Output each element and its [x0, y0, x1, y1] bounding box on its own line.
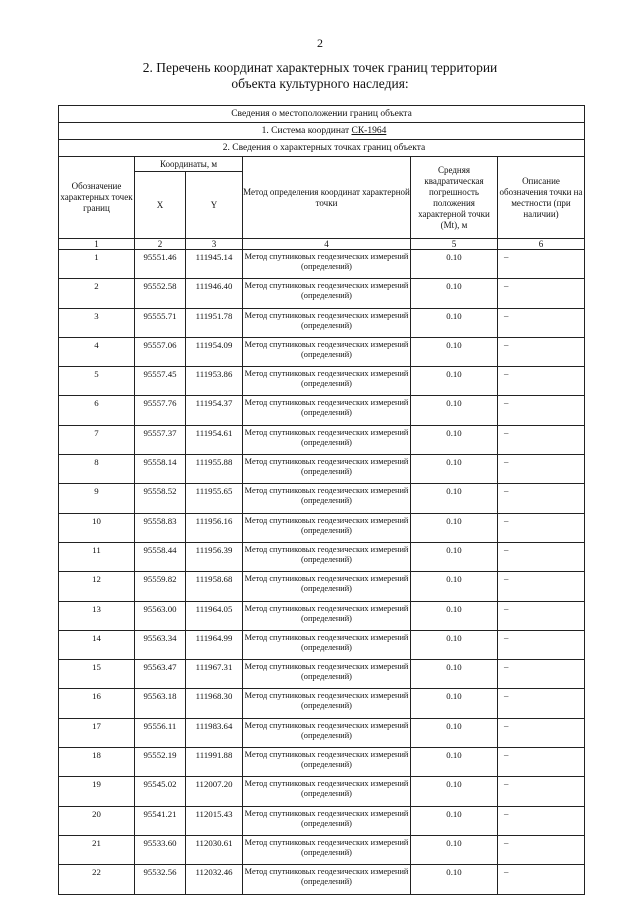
- accuracy-cell: 0.10: [411, 337, 498, 366]
- coord-x: 95563.18: [135, 689, 186, 718]
- coord-x: 95532.56: [135, 865, 186, 894]
- description-cell: –: [498, 865, 585, 894]
- method-cell: Метод спутниковых геодезических измерений (определений): [243, 455, 411, 484]
- accuracy-cell: 0.10: [411, 601, 498, 630]
- col-y-header: Y: [186, 172, 243, 239]
- point-number: 22: [59, 865, 135, 894]
- points-header: 2. Сведения о характерных точках границ объекта: [59, 140, 585, 157]
- accuracy-cell: 0.10: [411, 396, 498, 425]
- col-method-header: Метод определения координат характерной точки: [243, 157, 411, 239]
- method-cell: Метод спутниковых геодезических измерений (определений): [243, 806, 411, 835]
- description-cell: –: [498, 630, 585, 659]
- method-cell: Метод спутниковых геодезических измерений (определений): [243, 689, 411, 718]
- method-cell: Метод спутниковых геодезических измерений (определений): [243, 601, 411, 630]
- point-number: 8: [59, 455, 135, 484]
- coord-y: 111958.68: [186, 572, 243, 601]
- table-row: [59, 337, 585, 366]
- description-cell: –: [498, 337, 585, 366]
- coordinate-system-line: [59, 123, 585, 140]
- point-number: 7: [59, 425, 135, 454]
- method-cell: Метод спутниковых геодезических измерений (определений): [243, 279, 411, 308]
- column-number: 3: [186, 239, 243, 250]
- coord-y: 111955.65: [186, 484, 243, 513]
- coord-x: 95558.44: [135, 542, 186, 571]
- coord-y: 111964.05: [186, 601, 243, 630]
- point-number: 3: [59, 308, 135, 337]
- coord-y: 112015.43: [186, 806, 243, 835]
- description-cell: –: [498, 425, 585, 454]
- point-number: 12: [59, 572, 135, 601]
- coord-x: 95545.02: [135, 777, 186, 806]
- description-cell: –: [498, 777, 585, 806]
- table-row: [59, 630, 585, 659]
- coord-x: 95533.60: [135, 835, 186, 864]
- coord-y: 111968.30: [186, 689, 243, 718]
- coord-y: 111983.64: [186, 718, 243, 747]
- coord-y: 111953.86: [186, 367, 243, 396]
- page-number: 2: [317, 36, 323, 50]
- column-number: 4: [243, 239, 411, 250]
- description-cell: –: [498, 806, 585, 835]
- column-number: 1: [59, 239, 135, 250]
- description-cell: –: [498, 308, 585, 337]
- table-row: [59, 455, 585, 484]
- method-cell: Метод спутниковых геодезических измерений (определений): [243, 660, 411, 689]
- col-accuracy-header: Средняя квадратическая погрешность положения характерной точки (Mt), м: [411, 157, 498, 239]
- table-row: [59, 865, 585, 894]
- coord-x: 95563.00: [135, 601, 186, 630]
- title-line-2: объекта культурного наследия:: [231, 76, 409, 91]
- table-row: [59, 250, 585, 279]
- point-number: 14: [59, 630, 135, 659]
- coord-y: 111991.88: [186, 748, 243, 777]
- coord-x: 95563.47: [135, 660, 186, 689]
- description-cell: –: [498, 572, 585, 601]
- method-cell: Метод спутниковых геодезических измерений (определений): [243, 865, 411, 894]
- point-number: 18: [59, 748, 135, 777]
- table-row: [59, 396, 585, 425]
- accuracy-cell: 0.10: [411, 455, 498, 484]
- title-line-1: 2. Перечень координат характерных точек границ территории: [142, 60, 498, 75]
- coord-x: 95556.11: [135, 718, 186, 747]
- method-cell: Метод спутниковых геодезических измерений (определений): [243, 250, 411, 279]
- point-number: 9: [59, 484, 135, 513]
- description-cell: –: [498, 689, 585, 718]
- coord-y: 112007.20: [186, 777, 243, 806]
- coordinate-system-label: 1. Система координат: [261, 126, 352, 136]
- table-row: [59, 777, 585, 806]
- point-number: 21: [59, 835, 135, 864]
- method-cell: Метод спутниковых геодезических измерений (определений): [243, 367, 411, 396]
- method-cell: Метод спутниковых геодезических измерений (определений): [243, 484, 411, 513]
- method-cell: Метод спутниковых геодезических измерений (определений): [243, 718, 411, 747]
- accuracy-cell: 0.10: [411, 660, 498, 689]
- document-title: [110, 60, 530, 92]
- coord-x: 95552.19: [135, 748, 186, 777]
- table-row: [59, 279, 585, 308]
- coord-y: 111955.88: [186, 455, 243, 484]
- column-number: 2: [135, 239, 186, 250]
- table-row: [59, 542, 585, 571]
- coord-y: 111964.99: [186, 630, 243, 659]
- accuracy-cell: 0.10: [411, 513, 498, 542]
- table-row: [59, 572, 585, 601]
- table-row: [59, 748, 585, 777]
- point-number: 4: [59, 337, 135, 366]
- table-row: [59, 601, 585, 630]
- col-description-header: Описание обозначения точки на местности (при наличии): [498, 157, 585, 239]
- accuracy-cell: 0.10: [411, 777, 498, 806]
- description-cell: –: [498, 542, 585, 571]
- table-row: [59, 513, 585, 542]
- accuracy-cell: 0.10: [411, 572, 498, 601]
- coord-y: 111956.39: [186, 542, 243, 571]
- description-cell: –: [498, 367, 585, 396]
- coord-y: 112030.61: [186, 835, 243, 864]
- table-row: [59, 660, 585, 689]
- coordinate-system-value: СК-1964: [351, 126, 387, 136]
- point-number: 5: [59, 367, 135, 396]
- description-cell: –: [498, 279, 585, 308]
- table-row: [59, 484, 585, 513]
- coord-x: 95558.14: [135, 455, 186, 484]
- coord-y: 111951.78: [186, 308, 243, 337]
- table-row: [59, 689, 585, 718]
- method-cell: Метод спутниковых геодезических измерений (определений): [243, 572, 411, 601]
- accuracy-cell: 0.10: [411, 425, 498, 454]
- column-number: 5: [411, 239, 498, 250]
- table-row: [59, 367, 585, 396]
- accuracy-cell: 0.10: [411, 806, 498, 835]
- coord-x: 95557.37: [135, 425, 186, 454]
- point-number: 20: [59, 806, 135, 835]
- table-row: [59, 806, 585, 835]
- coord-y: 111945.14: [186, 250, 243, 279]
- description-cell: –: [498, 660, 585, 689]
- description-cell: –: [498, 601, 585, 630]
- table-row: [59, 718, 585, 747]
- description-cell: –: [498, 718, 585, 747]
- coord-x: 95558.52: [135, 484, 186, 513]
- method-cell: Метод спутниковых геодезических измерений (определений): [243, 513, 411, 542]
- coord-y: 111954.61: [186, 425, 243, 454]
- accuracy-cell: 0.10: [411, 865, 498, 894]
- coord-x: 95551.46: [135, 250, 186, 279]
- coord-x: 95555.71: [135, 308, 186, 337]
- description-cell: –: [498, 513, 585, 542]
- method-cell: Метод спутниковых геодезических измерений (определений): [243, 748, 411, 777]
- accuracy-cell: 0.10: [411, 748, 498, 777]
- accuracy-cell: 0.10: [411, 279, 498, 308]
- col-coords-header: Координаты, м: [135, 157, 243, 172]
- coord-x: 95552.58: [135, 279, 186, 308]
- method-cell: Метод спутниковых геодезических измерений (определений): [243, 542, 411, 571]
- description-cell: –: [498, 835, 585, 864]
- accuracy-cell: 0.10: [411, 484, 498, 513]
- coord-x: 95541.21: [135, 806, 186, 835]
- accuracy-cell: 0.10: [411, 630, 498, 659]
- description-cell: –: [498, 396, 585, 425]
- point-number: 2: [59, 279, 135, 308]
- coordinates-table: [58, 105, 585, 895]
- column-number-row: [59, 239, 585, 250]
- table-row: [59, 425, 585, 454]
- column-number: 6: [498, 239, 585, 250]
- method-cell: Метод спутниковых геодезических измерений (определений): [243, 308, 411, 337]
- description-cell: –: [498, 748, 585, 777]
- coord-x: 95557.45: [135, 367, 186, 396]
- accuracy-cell: 0.10: [411, 718, 498, 747]
- coord-y: 111967.31: [186, 660, 243, 689]
- col-designation-header: Обозначение характерных точек границ: [59, 157, 135, 239]
- point-number: 1: [59, 250, 135, 279]
- coord-y: 111954.37: [186, 396, 243, 425]
- section-header: Сведения о местоположении границ объекта: [59, 106, 585, 123]
- accuracy-cell: 0.10: [411, 367, 498, 396]
- accuracy-cell: 0.10: [411, 308, 498, 337]
- point-number: 19: [59, 777, 135, 806]
- coord-y: 111956.16: [186, 513, 243, 542]
- coord-x: 95557.06: [135, 337, 186, 366]
- point-number: 10: [59, 513, 135, 542]
- table-row: [59, 835, 585, 864]
- method-cell: Метод спутниковых геодезических измерений (определений): [243, 777, 411, 806]
- table-row: [59, 308, 585, 337]
- point-number: 6: [59, 396, 135, 425]
- method-cell: Метод спутниковых геодезических измерений (определений): [243, 835, 411, 864]
- coord-y: 111946.40: [186, 279, 243, 308]
- method-cell: Метод спутниковых геодезических измерений (определений): [243, 396, 411, 425]
- accuracy-cell: 0.10: [411, 542, 498, 571]
- description-cell: –: [498, 250, 585, 279]
- coord-x: 95557.76: [135, 396, 186, 425]
- accuracy-cell: 0.10: [411, 689, 498, 718]
- accuracy-cell: 0.10: [411, 835, 498, 864]
- point-number: 17: [59, 718, 135, 747]
- point-number: 13: [59, 601, 135, 630]
- method-cell: Метод спутниковых геодезических измерений (определений): [243, 337, 411, 366]
- col-x-header: X: [135, 172, 186, 239]
- method-cell: Метод спутниковых геодезических измерений (определений): [243, 425, 411, 454]
- description-cell: –: [498, 484, 585, 513]
- description-cell: –: [498, 455, 585, 484]
- point-number: 15: [59, 660, 135, 689]
- coord-x: 95558.83: [135, 513, 186, 542]
- coord-y: 112032.46: [186, 865, 243, 894]
- coord-x: 95563.34: [135, 630, 186, 659]
- point-number: 11: [59, 542, 135, 571]
- accuracy-cell: 0.10: [411, 250, 498, 279]
- coord-y: 111954.09: [186, 337, 243, 366]
- point-number: 16: [59, 689, 135, 718]
- coord-x: 95559.82: [135, 572, 186, 601]
- method-cell: Метод спутниковых геодезических измерений (определений): [243, 630, 411, 659]
